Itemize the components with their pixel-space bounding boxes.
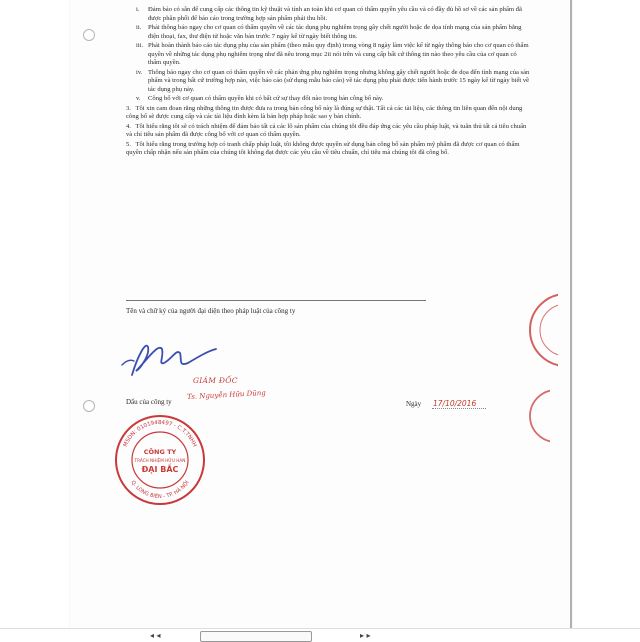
list-item (126, 6, 530, 23)
paragraph-number: 5. (126, 140, 131, 148)
list-item (126, 42, 530, 68)
bottom-toolbar (0, 628, 640, 641)
item-number: v. (136, 95, 141, 102)
toolbar-icon[interactable]: ◂ ◂ (150, 631, 161, 640)
paragraph-text: Tôi hiểu rằng tôi sẽ có trách nhiệm để đảm bảo tất cả các lô sản phẩm của chúng tôi đều đáp ứng các yêu cầu pháp luật, và tuân thủ tất cả tiêu chuẩn và chỉ tiêu sản phẩm đã được công bố với cơ quan có thẩm quyền. (126, 122, 527, 138)
date-dotted-line (432, 408, 486, 409)
item-text: Phải thông báo ngay cho cơ quan có thẩm quyền về các tác dụng phụ nghiêm trọng gây chết người hoặc đe dọa tính mạng của sản phẩm bằng điện thoại, fax, thư điện tử hoặc văn bản trước 7 ngày kể từ ngày biết thông tin. (148, 24, 522, 40)
toolbar-input[interactable] (200, 631, 312, 642)
stamp-line3: ĐẠI BẮC (141, 465, 179, 474)
document-body (126, 6, 530, 158)
item-number: iv. (136, 68, 143, 76)
date-label: Ngày (406, 400, 422, 408)
item-number: iii. (136, 42, 144, 49)
list-item (126, 24, 530, 41)
company-stamp (112, 412, 208, 508)
director-name: Ts. Nguyễn Hữu Dũng (186, 388, 266, 402)
paragraph (126, 141, 530, 158)
paragraph (126, 123, 530, 140)
item-text: Phải hoàn thành báo cáo tác dụng phụ của sản phẩm (theo mẫu quy định) trong vòng 8 ngày làm việc kể từ ngày thông báo cho cơ quan có thẩm quyền về những tác dụng phụ nghiêm trọng như đã nêu trong mục 2ii nói trên và cung cấp bất cứ thông tin nào theo yêu cầu của cơ quan có thẩm quyền. (148, 42, 529, 66)
item-text: Đảm bảo có sẵn để cung cấp các thông tin kỹ thuật và tính an toàn khi cơ quan có thẩm quyền yêu cầu và có đầy đủ hồ sơ về các sản phẩm đã được phân phối để báo cáo trong trường hợp sản phẩm phải thu hồi. (148, 6, 522, 22)
toolbar-icon[interactable]: ▸ ▸ (360, 631, 371, 640)
list-item (126, 69, 530, 95)
paragraph-text: Tôi xin cam đoan rằng những thông tin được đưa ra trong bản công bố này là đúng sự thật. Tất cả các tài liệu, các thông tin liên quan đến nội dung công bố sẽ được cung cấp và các tài liệu đính kèm là bản hợp pháp hoặc sao y bản chính. (126, 104, 523, 120)
partial-seal-edge (526, 290, 558, 370)
list-item (126, 95, 530, 104)
paragraph (126, 105, 530, 122)
punch-hole (83, 29, 95, 41)
stamp-top-arc: MSDN: 0101948497 - C.T.TNHH (122, 419, 198, 448)
stamp-line1: CÔNG TY (143, 448, 177, 456)
director-title: GIÁM ĐỐC (193, 376, 238, 385)
page-edge (570, 0, 572, 628)
item-text: Thông báo ngay cho cơ quan có thẩm quyền về các phản ứng phụ nghiêm trọng nhưng không gây chết người hoặc đe dọa đến tính mạng của sản phẩm và trong bất cứ trường hợp nào, việc báo cáo (sử dụng mẫu báo cáo) về tác dụng phụ phải được tiến hành trước 15 ngày kể từ ngày biết về tác dụng phụ này. (148, 68, 530, 93)
paragraph-number: 3. (126, 104, 131, 112)
item-text: Công bố với cơ quan có thẩm quyền khi có bất cứ sự thay đổi nào trong bản công bố này. (148, 95, 384, 102)
partial-seal-edge (526, 386, 550, 446)
paragraph-text: Tôi hiểu rằng trong trường hợp có tranh chấp pháp luật, tôi không được quyền sử dụng bản công bố sản phẩm mỹ phẩm đã được cơ quan có thẩm quyền chấp nhận nếu sản phẩm của chúng tôi không đạt được các yêu cầu về tiêu chuẩn, chỉ tiêu mà chúng tôi đã công bố. (126, 140, 520, 156)
stamp-label: Dấu của công ty (126, 398, 172, 406)
signature-title: Tên và chữ ký của người đại diện theo pháp luật của công ty (126, 307, 296, 315)
stamp-bottom-arc: Q. LONG BIÊN - TP. HÀ NỘI (129, 479, 191, 501)
date-value: 17/10/2016 (433, 399, 477, 408)
signature-divider (126, 300, 426, 301)
paragraph-number: 4. (126, 122, 131, 130)
item-number: i. (136, 6, 140, 13)
item-number: ii. (136, 24, 142, 31)
stamp-line2: TRÁCH NHIỆM HỮU HẠN (134, 458, 186, 463)
punch-hole (83, 400, 95, 412)
